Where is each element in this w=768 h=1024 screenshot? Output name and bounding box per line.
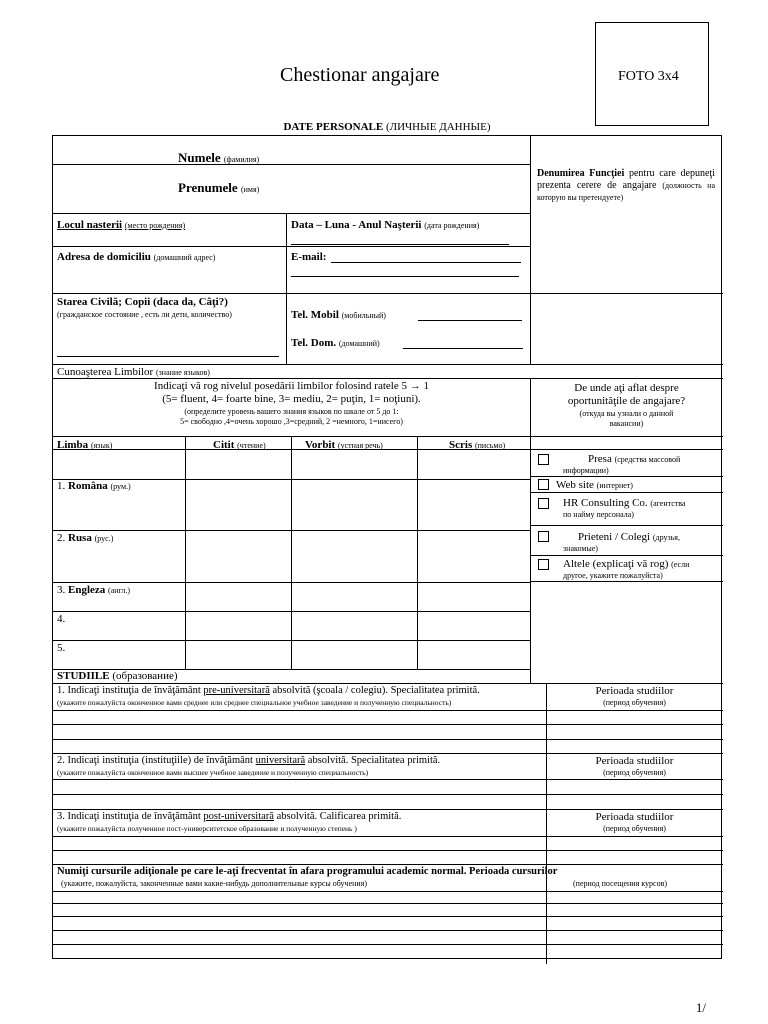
source-option-4-ru: знакомые) bbox=[563, 544, 598, 553]
marital-field[interactable] bbox=[57, 356, 279, 357]
col-language: Limba (язык) bbox=[57, 439, 113, 451]
studies-q1: 1. Indicaţi instituţia de învăţământ pre-universitară absolvită (şcoala / colegiu). Specialitatea primită. bbox=[57, 685, 480, 696]
marital-ru: (гражданское состояние , есть ли дети, количество) bbox=[57, 310, 232, 319]
studies-q3: 3. Indicaţi instituţia de învăţământ post-universitară absolvită. Calificarea primită. bbox=[57, 811, 402, 822]
marital-label: Starea Civilă; Copii (daca da, Câţi?) bbox=[57, 296, 228, 308]
source-option-2-checkbox[interactable] bbox=[538, 479, 549, 490]
studies-q3-period-ru: (период обучения) bbox=[603, 824, 666, 833]
home-phone-field[interactable] bbox=[403, 348, 523, 349]
language-row-1: 1. Româna (рум.) bbox=[57, 480, 131, 492]
address-label: Adresa de domiciliu (домашний адрес) bbox=[57, 251, 216, 263]
source-option-5-checkbox[interactable] bbox=[538, 559, 549, 570]
courses-heading: Numiţi cursurile adiţionale pe care le-aţi frecventat în afara programului academic normal. Perioada cursurilor bbox=[57, 866, 558, 877]
languages-heading: Cunoaşterea Limbilor (знание языков) bbox=[57, 366, 210, 378]
email-field-line2[interactable] bbox=[291, 276, 519, 277]
language-row-5: 5. bbox=[57, 642, 66, 654]
photo-box bbox=[595, 22, 709, 126]
studies-q2-ru: (укажите пожалуйста оконченное вами высшее учебное заведение и полученную специальность) bbox=[57, 768, 369, 777]
studies-q1-ru: (укажите пожалуйста оконченное вами среднее или среднее специальное учебное заведение и полученную специальность) bbox=[57, 698, 452, 707]
source-question-ru-1: (откуда вы узнали о данной bbox=[579, 409, 674, 418]
studies-q1-period: Perioada studiilor bbox=[595, 685, 674, 697]
source-question-1: De unde aţi aflat despre bbox=[574, 382, 679, 394]
birthplace-label: Locul nasterii (место рождения) bbox=[57, 219, 186, 231]
studies-q3-ru: (укажите пожалуйста полученное пост-университетское образование и полученную степень ) bbox=[57, 824, 357, 833]
photo-label: FOTO 3x4 bbox=[618, 69, 679, 84]
source-option-5-label: Altele (explicaţi vă rog) (если bbox=[563, 558, 690, 570]
language-row-2: 2. Rusa (рус.) bbox=[57, 532, 114, 544]
studies-q1-period-ru: (период обучения) bbox=[603, 698, 666, 707]
studies-q2: 2. Indicaţi instituţia (instituţiile) de învăţământ universitară absolvită. Specialitatea primită. bbox=[57, 755, 441, 766]
source-option-5-ru: другое, укажите пожалуйста) bbox=[563, 571, 663, 580]
email-label: E-mail: bbox=[291, 251, 327, 263]
language-row-3: 3. Engleza (англ.) bbox=[57, 584, 131, 596]
page-number: 1/ bbox=[695, 1000, 706, 1015]
languages-instruction-1: Indicaţi vă rog nivelul posedării limbilor folosind ratele 5 → 1 bbox=[154, 380, 429, 392]
studies-q2-period-ru: (период обучения) bbox=[603, 768, 666, 777]
source-option-2-label: Web site (интернет) bbox=[556, 479, 633, 491]
name-label: Numele (фамилия) bbox=[178, 150, 260, 165]
page-title: Chestionar angajare bbox=[280, 64, 440, 86]
position-label: Denumirea Funcţiei pentru care depuneţi prezenta cerere de angajare (должность на которую вы претендуете) bbox=[537, 168, 715, 202]
source-option-3-checkbox[interactable] bbox=[538, 498, 549, 509]
languages-instruction-2: (5= fluent, 4= foarte bine, 3= mediu, 2= puţin, 1= noţiuni). bbox=[162, 393, 421, 405]
source-question-2: oportunităţile de angajare? bbox=[567, 395, 686, 407]
courses-ru-right: (период посещения курсов) bbox=[573, 879, 668, 888]
personal-data-heading: DATE PERSONALE (ЛИЧНЫЕ ДАННЫЕ) bbox=[283, 121, 491, 133]
source-question-ru-2: вакансии) bbox=[609, 419, 644, 428]
source-option-1-label: Presa (средства массовой bbox=[588, 453, 681, 465]
form-table bbox=[52, 135, 722, 959]
source-option-3-label: HR Consulting Co. (агентства bbox=[563, 497, 686, 509]
language-row-4: 4. bbox=[57, 613, 66, 625]
email-field[interactable] bbox=[331, 262, 521, 263]
languages-instruction-ru-2: 5= свободно ,4=очень хорошо ,3=средний, 2 =немного, 1=нисего) bbox=[180, 417, 403, 426]
col-write: Scris (письмо) bbox=[449, 439, 506, 451]
source-option-4-checkbox[interactable] bbox=[538, 531, 549, 542]
col-read: Citit (чтение) bbox=[213, 439, 266, 451]
courses-ru-left: (укажите, пожалуйста, законченные вами какие-нибудь дополнительные курсы обучения) bbox=[61, 879, 368, 888]
source-option-1-checkbox[interactable] bbox=[538, 454, 549, 465]
studies-heading: STUDIILE (образование) bbox=[57, 670, 178, 682]
home-phone-label: Tel. Dom. (домашний) bbox=[291, 337, 380, 349]
mobile-label: Tel. Mobil (мобильный) bbox=[291, 309, 386, 321]
birthdate-field[interactable] bbox=[291, 244, 509, 245]
studies-q2-period: Perioada studiilor bbox=[595, 755, 674, 767]
surname-label: Prenumele (имя) bbox=[178, 180, 260, 195]
studies-q3-period: Perioada studiilor bbox=[595, 811, 674, 823]
birthdate-label: Data – Luna - Anul Naşterii (дата рождения) bbox=[291, 219, 480, 231]
languages-instruction-ru-1: (определите уровень вашего знания языков по шкале от 5 до 1: bbox=[184, 407, 399, 416]
source-option-3-ru: по найму персонала) bbox=[563, 510, 634, 519]
source-option-1-ru: информации) bbox=[563, 466, 609, 475]
col-speak: Vorbit (устная речь) bbox=[305, 439, 383, 451]
mobile-field[interactable] bbox=[418, 320, 522, 321]
source-option-4-label: Prieteni / Colegi (друзья, bbox=[578, 531, 680, 543]
